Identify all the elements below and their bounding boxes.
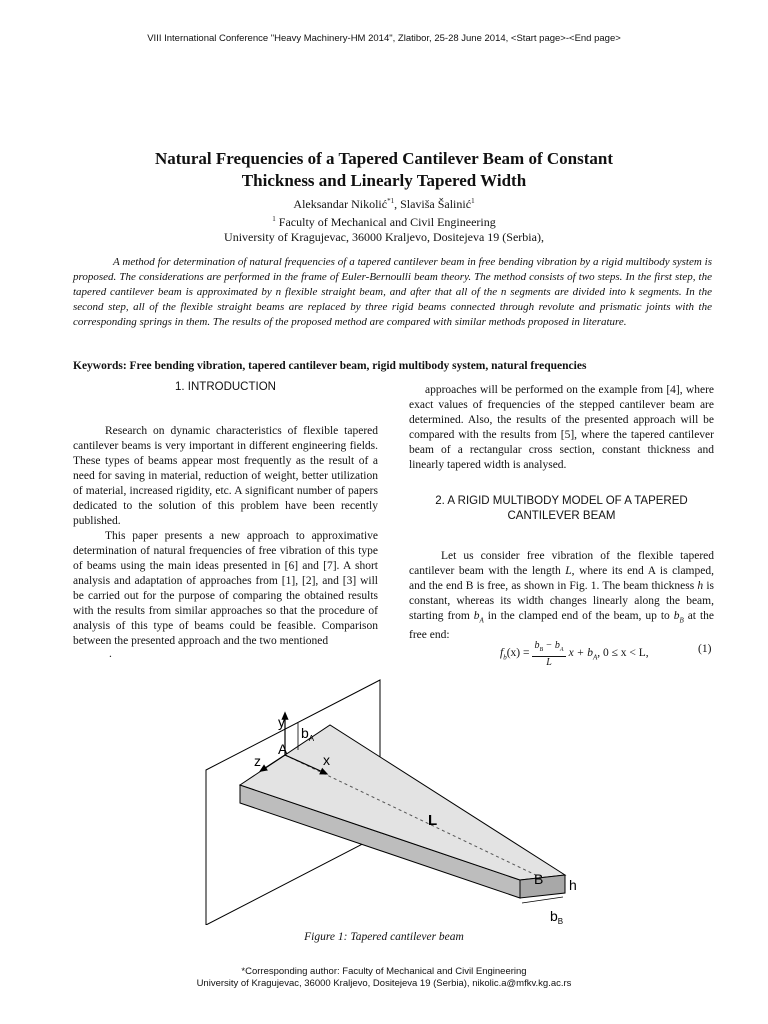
paper-title bbox=[60, 148, 708, 192]
eq-bA-sub: A bbox=[559, 647, 564, 653]
section-2-heading bbox=[409, 494, 714, 524]
eq-bB: b bbox=[534, 640, 540, 651]
label-bB bbox=[550, 908, 563, 925]
author-1-sup: *1 bbox=[387, 197, 395, 205]
eq-tail: , 0 ≤ x < L, bbox=[597, 647, 649, 660]
author-2-sup: 1 bbox=[471, 197, 475, 205]
section-2-heading-line-2: CANTILEVER BEAM bbox=[507, 510, 616, 522]
right-paragraph-2 bbox=[409, 549, 714, 643]
title-line-1: Natural Frequencies of a Tapered Cantilever Beam of Constant bbox=[154, 149, 614, 168]
authors-block bbox=[0, 194, 768, 245]
bB-dimension bbox=[522, 897, 563, 903]
label-x: x bbox=[323, 752, 330, 768]
label-bA-main: b bbox=[301, 725, 309, 741]
eq-arg: (x) = bbox=[506, 647, 530, 660]
eq-x-plus-b: x + b bbox=[568, 647, 593, 660]
author-1: Aleksandar Nikolić bbox=[293, 197, 388, 211]
eq-numerator bbox=[532, 640, 565, 657]
p2-var-bB: b bbox=[673, 610, 680, 622]
running-header: VIII International Conference "Heavy Machinery-HM 2014", Zlatibor, 25-28 June 2014, <Start page>-<End page> bbox=[147, 33, 621, 44]
p2-var-L: L bbox=[565, 565, 572, 577]
footer bbox=[0, 966, 768, 990]
footer-line-2: University of Kragujevac, 36000 Kraljevo, Dositejeva 19 (Serbia), nikolic.a@mfkv.kg.ac.rs bbox=[196, 978, 572, 989]
label-z: z bbox=[254, 753, 261, 769]
p2-var-bB-sub: B bbox=[679, 616, 684, 625]
eq-fraction bbox=[532, 640, 565, 669]
right-column bbox=[409, 383, 714, 643]
eq-f-sub: b bbox=[503, 653, 507, 662]
figure-caption: Figure 1: Tapered cantilever beam bbox=[304, 931, 464, 943]
affil-text-1: Faculty of Mechanical and Civil Engineering bbox=[275, 215, 496, 229]
eq-denominator: L bbox=[546, 657, 552, 668]
eq-lhs bbox=[500, 647, 529, 661]
author-2: Slaviša Šalinić bbox=[400, 197, 472, 211]
label-B: B bbox=[534, 871, 544, 887]
p2-text-e: at the free end: bbox=[409, 610, 715, 642]
p2-text-c: is constant, whereas its width changes linearly along the beam, starting from bbox=[409, 580, 714, 622]
eq-bB-sub: B bbox=[539, 647, 544, 653]
affiliation-line-1 bbox=[0, 212, 768, 230]
eq-minus-bA: − b bbox=[543, 640, 560, 651]
right-paragraph-1: approaches will be performed on the example from [4], where exact values of frequencies of the stepped cantilever beam are determined. Also, the results of the presented approach will be compared with the results from [5], where the tapered cantilever beam of a rectangular cross section, constant thickness and linearly tapered width is analysed. bbox=[409, 384, 714, 471]
section-2-heading-line-1: 2. A RIGID MULTIBODY MODEL OF A TAPERED bbox=[435, 495, 688, 507]
p2-var-h: h bbox=[697, 580, 704, 592]
label-A: A bbox=[278, 741, 288, 757]
author-line bbox=[0, 194, 768, 212]
author-separator: , bbox=[394, 197, 401, 211]
title-line-2: Thickness and Linearly Tapered Width bbox=[241, 171, 527, 190]
section-1-heading: 1. INTRODUCTION bbox=[175, 381, 276, 393]
abstract: A method for determination of natural frequencies of a tapered cantilever beam in free bending vibration by a rigid multibody system is proposed. The considerations are performed in the frame of Euler-Bernoulli beam theory. The method consists of two steps. In the first step, the tapered cantilever beam is approximated by n flexible straight beam, and after that all of the n segments are divided into k segments. In the second step, all of the flexible straight beams are replaced by three rigid beams connected through revolute and prismatic joints with the corresponding springs in them. The results of the proposed method are compared with similar methods proposed in literature. bbox=[73, 256, 712, 328]
eq-rest bbox=[569, 647, 649, 661]
label-bA-sub: A bbox=[308, 734, 315, 743]
left-column bbox=[73, 380, 378, 659]
stray-dot: . bbox=[109, 648, 112, 660]
p2-var-bA-sub: A bbox=[479, 616, 484, 625]
equation-number: (1) bbox=[698, 643, 712, 655]
p2-text-a: Let us consider free vibration of the flexible tapered cantilever beam with the length bbox=[409, 550, 714, 577]
intro-paragraph-2: This paper presents a new approach to approximative determination of natural frequencies of free vibration of this type of beams using the main ideas presented in [6] and [7]. A short analysis and adaptation of approaches from [1], [2], and [3] will be carried out for the purpose of comparing the obtained results with the results from similar approaches so that the procedure of analysis of this type of beams could be feasible. Comparison between the presented approach and the two mentioned bbox=[73, 530, 378, 647]
eq-rest-sub: A bbox=[592, 653, 598, 662]
footer-line-1: *Corresponding author: Faculty of Mechanical and Civil Engineering bbox=[241, 966, 527, 977]
intro-paragraph-1: Research on dynamic characteristics of flexible tapered cantilever beams is very important in different engineering fields. These types of beams appear most frequently as the result of a need for saving in material, reduction of weight, better utilization of material, increased rigidity, etc. A significant number of papers dedicated to the solution of this problem have been recently published. bbox=[73, 425, 378, 527]
label-bB-main: b bbox=[550, 908, 558, 924]
label-bB-sub: B bbox=[557, 917, 564, 925]
p2-text-d: in the clamped end of the beam, up to bbox=[483, 610, 674, 622]
affil-sup: 1 bbox=[272, 215, 276, 223]
tapered-beam-figure bbox=[190, 675, 590, 925]
label-y: y bbox=[278, 714, 285, 730]
eq-f: f bbox=[500, 647, 504, 660]
p2-var-bA: b bbox=[473, 610, 480, 622]
keywords: Keywords: Free bending vibration, tapered cantilever beam, rigid multibody system, natural frequencies bbox=[73, 360, 587, 372]
p2-text-b: , where its end A is clamped, and the end B is free, as shown in Fig. 1. The beam thickness bbox=[409, 565, 714, 592]
affiliation-line-2: University of Kragujevac, 36000 Kraljevo, Dositejeva 19 (Serbia), bbox=[224, 230, 544, 244]
label-h: h bbox=[569, 877, 577, 893]
label-L: L bbox=[428, 812, 438, 829]
equation-1 bbox=[500, 640, 649, 669]
